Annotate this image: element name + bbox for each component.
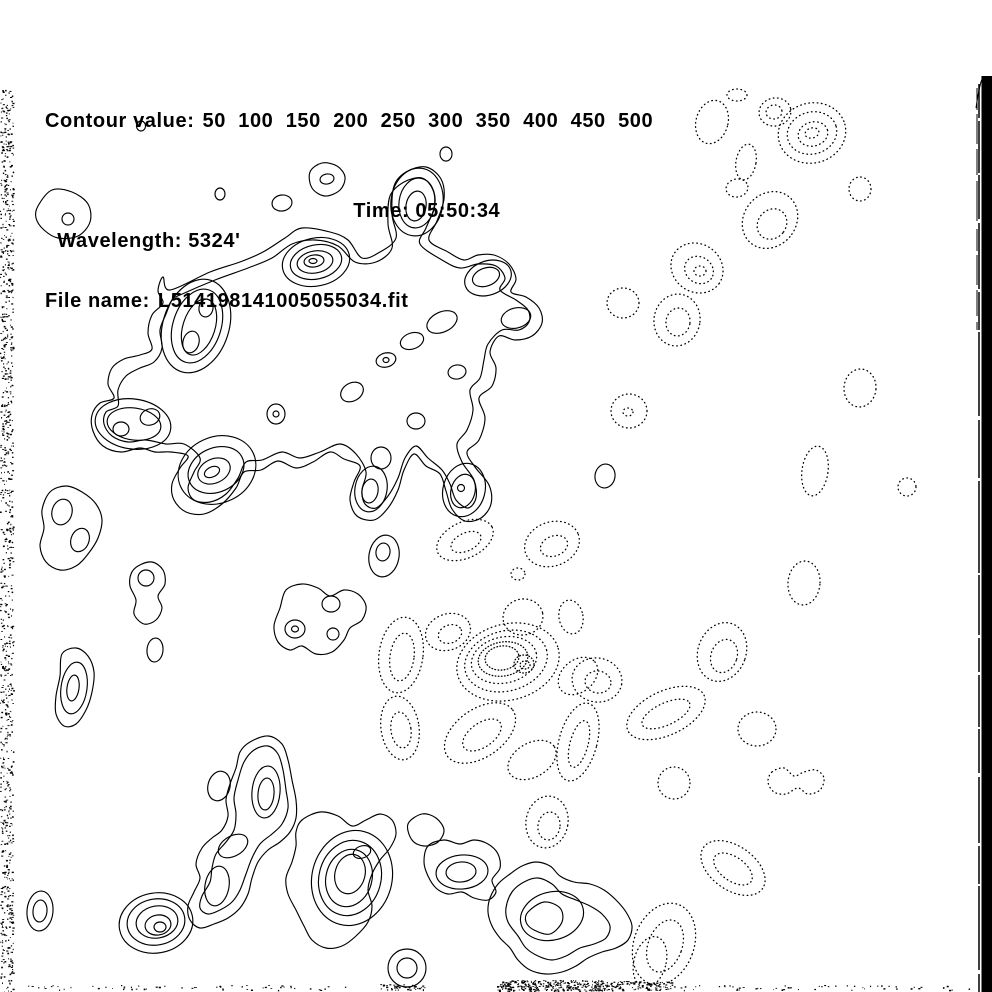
header-readout <box>8 16 653 346</box>
contour-value-list: 50 100 150 200 250 300 350 400 450 500 <box>202 110 654 132</box>
file-name-line <box>8 256 653 312</box>
wavelength-time-line <box>8 166 653 252</box>
wavelength-label: Wavelength: <box>57 230 189 252</box>
file-name-value: L514198141005055034.fit <box>157 290 409 312</box>
time-label: Time: <box>353 200 416 222</box>
frame-bar-layer <box>976 76 992 992</box>
time-value: 05:50:34 <box>415 200 501 222</box>
contour-value-label: Contour value: <box>44 110 195 132</box>
time-group <box>304 166 500 256</box>
contour-value-line <box>8 76 654 132</box>
wavelength-value: 5324' <box>188 230 241 252</box>
file-name-label: File name: <box>44 290 150 312</box>
